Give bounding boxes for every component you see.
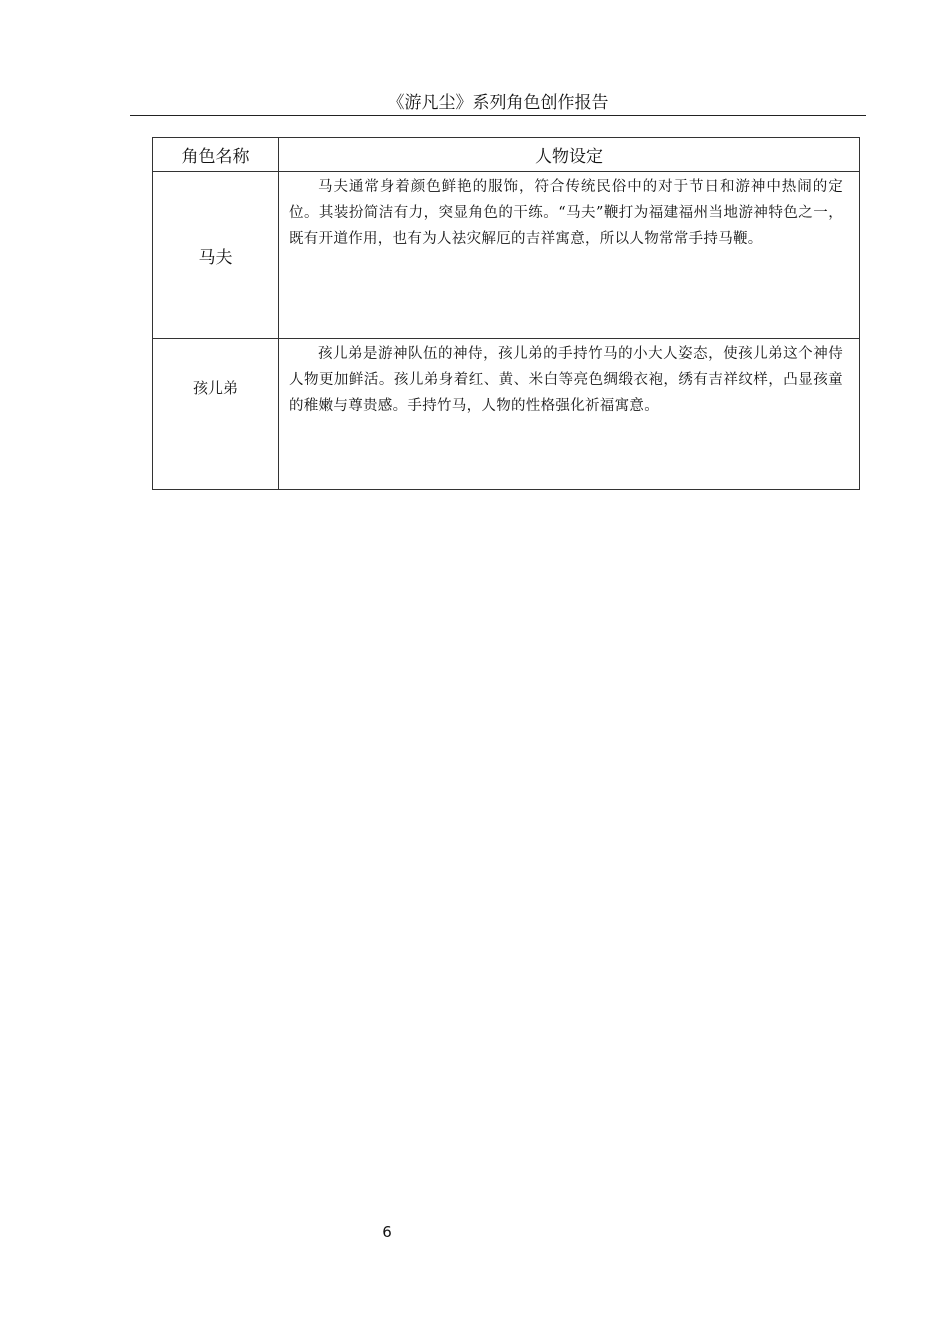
table-row [153,339,860,490]
header-divider [130,115,866,116]
role-name: 孩儿弟 [192,379,238,397]
role-description-cell [279,172,860,339]
page-number: 6 [382,1223,392,1241]
column-header-character-setting: 人物设定 [279,138,860,172]
column-header-role-name: 角色名称 [153,138,279,172]
character-table [152,137,860,490]
role-description: 马夫通常身着颜色鲜艳的服饰，符合传统民俗中的对于节日和游神中热闹的定位。其装扮简洁有力，突显角色的干练。“马夫”鞭打为福建福州当地游神特色之一，既有开道作用，也有为人祛灾解厄的吉祥寓意，所以人物常常手持马鞭。 [289,179,843,247]
role-description-cell [279,339,860,490]
table-row [153,172,860,339]
page-header-title: 《游凡尘》系列角色创作报告 [387,93,609,113]
role-name: 马夫 [198,248,233,268]
role-name-cell [153,339,279,490]
role-description: 孩儿弟是游神队伍的神侍，孩儿弟的手持竹马的小大人姿态，使孩儿弟这个神侍人物更加鲜活。孩儿弟身着红、黄、米白等亮色绸缎衣袍，绣有吉祥纹样，凸显孩童的稚嫩与尊贵感。手持竹马，人物的性格强化祈福寓意。 [289,346,843,414]
table-header-row [153,138,860,172]
role-name-cell [153,172,279,339]
